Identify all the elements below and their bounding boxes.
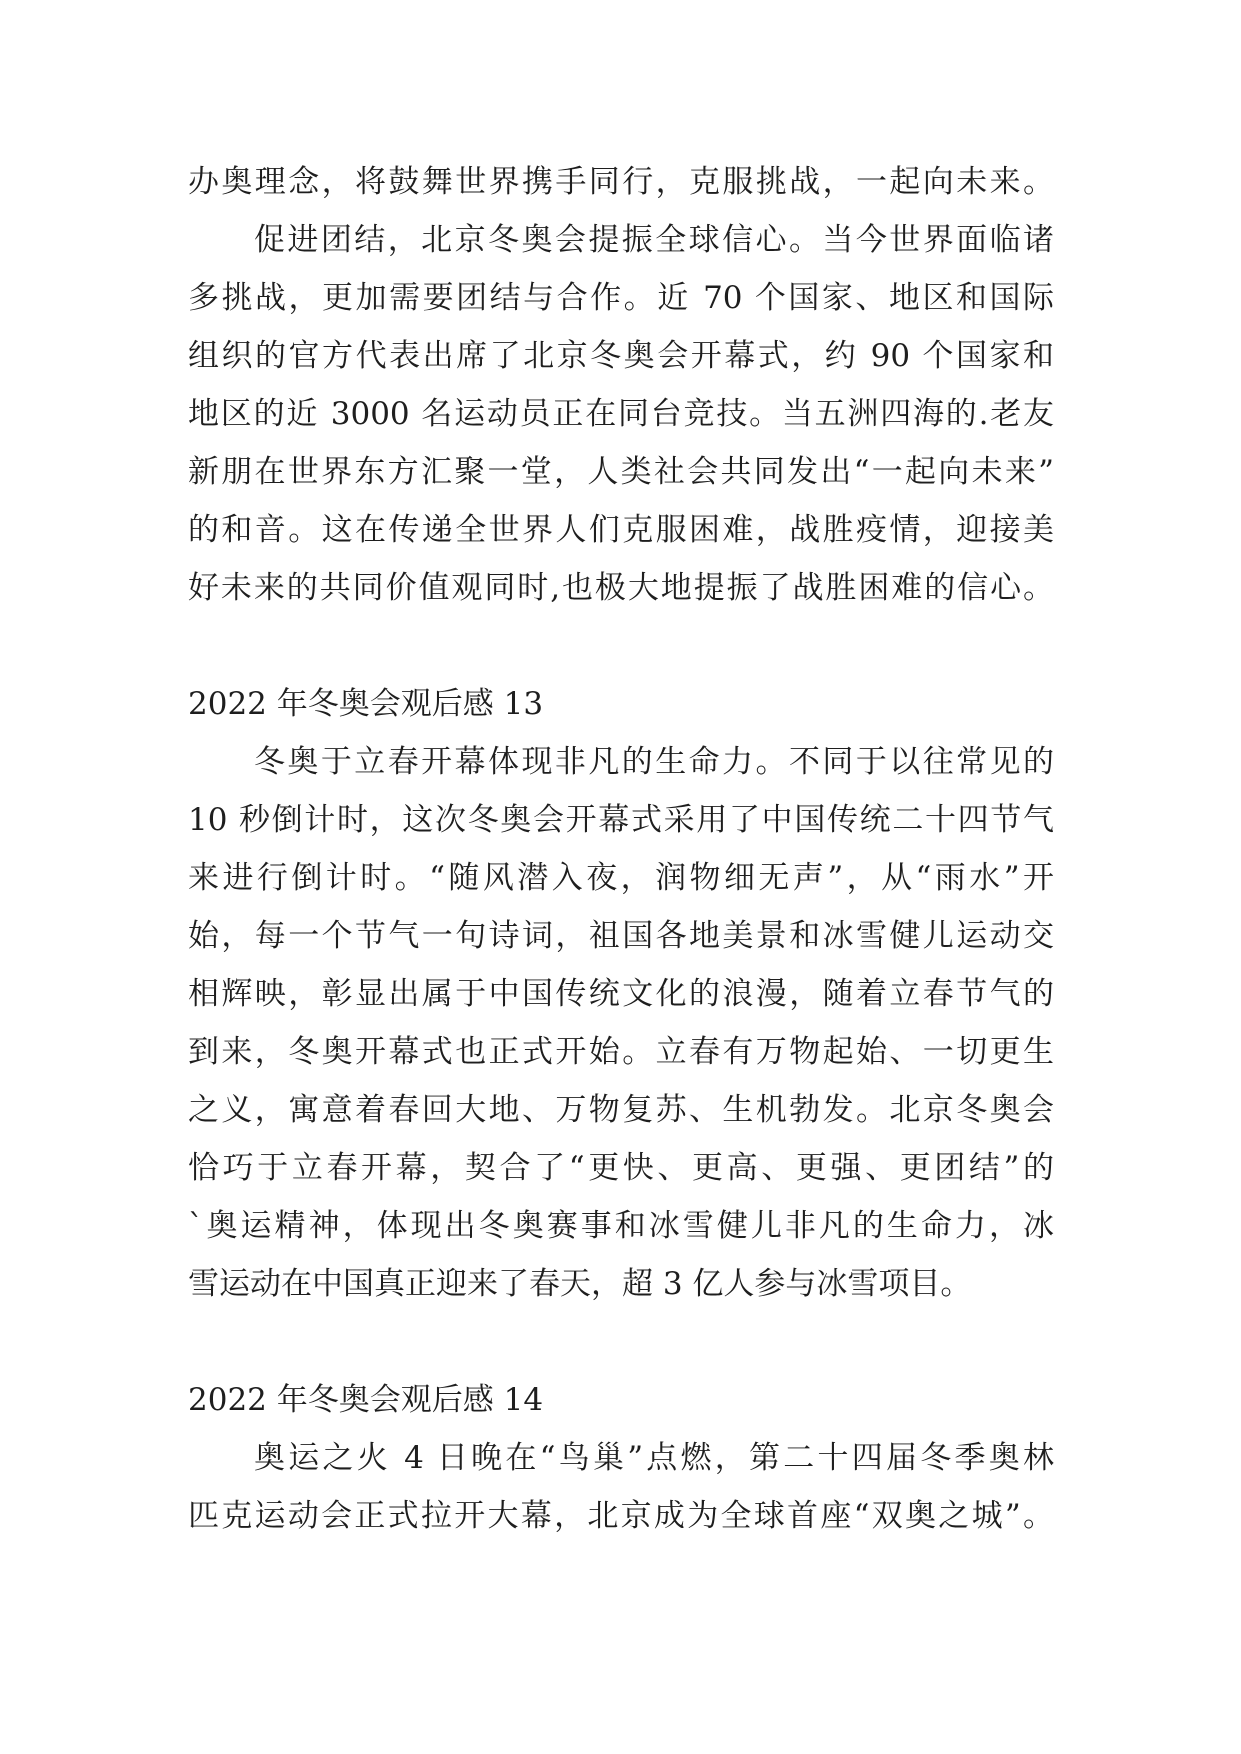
text-line: 新朋在世界东方汇聚一堂，人类社会共同发出“一起向未来” bbox=[188, 454, 1054, 490]
paragraph-first-line: 冬奥于立春开幕体现非凡的生命力。不同于以往常见的 bbox=[254, 744, 1054, 780]
text-line: 地区的近 3000 名运动员正在同台竞技。当五洲四海的.老友 bbox=[188, 396, 1054, 432]
paragraph-spacer bbox=[188, 1313, 1054, 1371]
text-line: 匹克运动会正式拉开大幕，北京成为全球首座“双奥之城”。 bbox=[188, 1498, 1054, 1534]
paragraph-spacer bbox=[188, 617, 1054, 675]
text-line: `奥运精神，体现出冬奥赛事和冰雪健儿非凡的生命力，冰 bbox=[188, 1208, 1054, 1244]
section-heading: 2022 年冬奥会观后感 14 bbox=[188, 1382, 544, 1418]
text-line: 到来，冬奥开幕式也正式开始。立春有万物起始、一切更生 bbox=[188, 1034, 1054, 1070]
text-line: 来进行倒计时。“随风潜入夜，润物细无声”，从“雨水”开 bbox=[188, 860, 1054, 896]
text-line: 恰巧于立春开幕，契合了“更快、更高、更强、更团结”的 bbox=[188, 1150, 1054, 1186]
text-line: 组织的官方代表出席了北京冬奥会开幕式，约 90 个国家和 bbox=[188, 338, 1054, 374]
text-line: 始，每一个节气一句诗词，祖国各地美景和冰雪健儿运动交 bbox=[188, 918, 1054, 954]
document-body bbox=[188, 153, 1054, 1545]
section-heading: 2022 年冬奥会观后感 13 bbox=[188, 686, 544, 722]
text-line: 相辉映，彰显出属于中国传统文化的浪漫，随着立春节气的 bbox=[188, 976, 1054, 1012]
text-line: 之义，寓意着春回大地、万物复苏、生机勃发。北京冬奥会 bbox=[188, 1092, 1054, 1128]
text-line: 好未来的共同价值观同时,也极大地提振了战胜困难的信心。 bbox=[188, 570, 1054, 606]
text-line: 10 秒倒计时，这次冬奥会开幕式采用了中国传统二十四节气 bbox=[188, 802, 1054, 838]
text-line: 的和音。这在传递全世界人们克服困难，战胜疫情，迎接美 bbox=[188, 512, 1054, 548]
text-line: 多挑战，更加需要团结与合作。近 70 个国家、地区和国际 bbox=[188, 280, 1054, 316]
paragraph-first-line: 促进团结，北京冬奥会提振全球信心。当今世界面临诸 bbox=[254, 222, 1054, 258]
paragraph-last-line: 雪运动在中国真正迎来了春天，超 3 亿人参与冰雪项目。 bbox=[188, 1266, 972, 1302]
text-line: 办奥理念，将鼓舞世界携手同行，克服挑战，一起向未来。 bbox=[188, 164, 1054, 200]
paragraph-first-line: 奥运之火 4 日晚在“鸟巢”点燃，第二十四届冬季奥林 bbox=[254, 1440, 1054, 1476]
